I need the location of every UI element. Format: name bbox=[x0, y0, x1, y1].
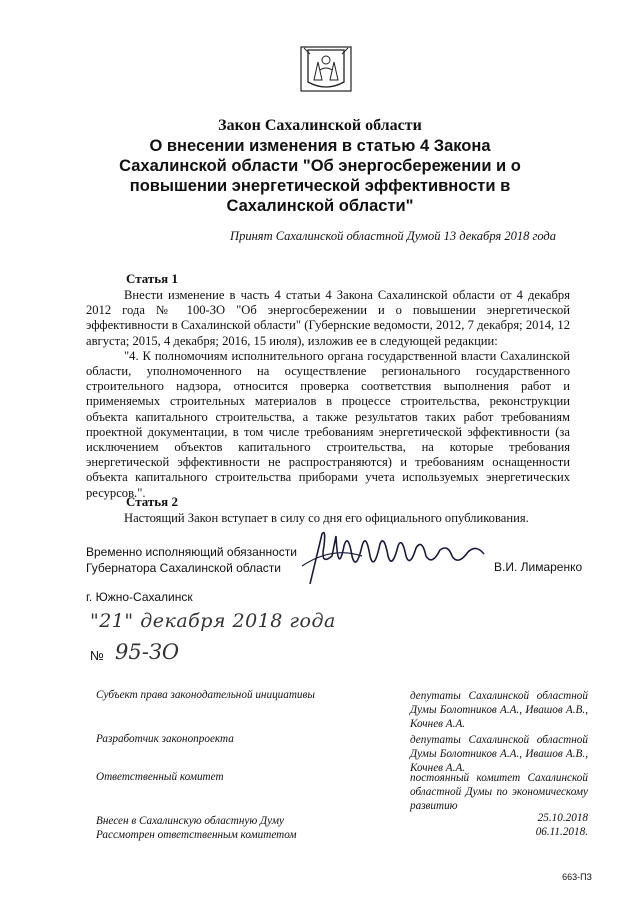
article-1-heading: Статья 1 bbox=[126, 271, 178, 286]
adoption-note: Принят Сахалинской областной Думой 13 декабря 2018 года bbox=[230, 229, 556, 243]
article-1-body bbox=[86, 288, 570, 501]
law-title bbox=[70, 116, 570, 216]
article-2-body bbox=[86, 511, 570, 526]
handwritten-number: 95-ЗО bbox=[115, 640, 180, 664]
signatory-name: В.И. Лимаренко bbox=[494, 560, 583, 574]
article-2-text: Настоящий Закон вступает в силу со дня его официального опубликования. bbox=[124, 511, 529, 525]
article-2-heading: Статья 2 bbox=[126, 494, 178, 509]
title-line: Закон Сахалинской области bbox=[218, 117, 422, 134]
title-line: Сахалинской области" bbox=[226, 197, 414, 215]
signatory-position bbox=[86, 544, 297, 576]
footer-value: депутаты Сахалинской областной Думы Болотников А.А., Ивашов А.В., Кочнев А.А. bbox=[410, 734, 588, 774]
footer-value: 25.10.2018 bbox=[537, 812, 588, 824]
article-1-quote: "4. К полномочиям исполнительного органа государственной власти Сахалинской области, уполномоченного на осуществление регионального государственного строительного надзора, относится проверка соответствия выполнения работ и применяемых строительных материалов в процессе строительства, реконструкции объекта капитального строительства, а также результатов таких работ требованиям проектной документации, в том числе требованиям энергетической эффективности (за исключением объектов капитального строительства, на которые требования энергетической эффективности не распространяются) и требованиям оснащенности объекта капитального строительства приборами учета используемых энергетических ресурсов.". bbox=[86, 348, 570, 500]
title-line: Сахалинской области "Об энергосбережении и о bbox=[119, 157, 521, 175]
coat-of-arms-emblem bbox=[300, 46, 352, 92]
footer-value: депутаты Сахалинской областной Думы Болотников А.А., Ивашов А.В., Кочнев А.А. bbox=[410, 690, 588, 730]
footer-value: постоянный комитет Сахалинской областной Думы по экономическому развитию bbox=[410, 772, 588, 812]
number-prefix: № bbox=[90, 648, 104, 663]
position-line: Губернатора Сахалинской области bbox=[86, 561, 281, 575]
title-line: О внесении изменения в статью 4 Закона bbox=[149, 137, 491, 155]
footer-label: Рассмотрен ответственным комитетом bbox=[96, 829, 297, 841]
footer-label: Субъект права законодательной инициативы bbox=[96, 689, 315, 701]
footer-label: Ответственный комитет bbox=[96, 771, 224, 783]
footer-label: Внесен в Сахалинскую областную Думу bbox=[96, 815, 284, 827]
title-line: повышении энергетической эффективности в bbox=[129, 177, 511, 195]
city: г. Южно-Сахалинск bbox=[86, 590, 193, 604]
page-code: 663-ПЗ bbox=[562, 872, 592, 882]
position-line: Временно исполняющий обязанности bbox=[86, 545, 297, 559]
handwritten-signature bbox=[292, 526, 492, 592]
footer-value: 06.11.2018. bbox=[535, 826, 588, 838]
handwritten-date: "21" декабря 2018 года bbox=[90, 610, 336, 632]
footer-label: Разработчик законопроекта bbox=[96, 733, 234, 745]
article-1-intro: Внести изменение в часть 4 статьи 4 Закона Сахалинской области от 4 декабря 2012 года № 100-ЗО "Об энергосбережении и о повышении энергетической эффективности в Сахалинской области" (Губернские ведомости, 2012, 7 декабря; 2014, 12 августа; 2015, 4 декабря; 2016, 15 июля), изложив ее в следующей редакции: bbox=[86, 288, 570, 348]
